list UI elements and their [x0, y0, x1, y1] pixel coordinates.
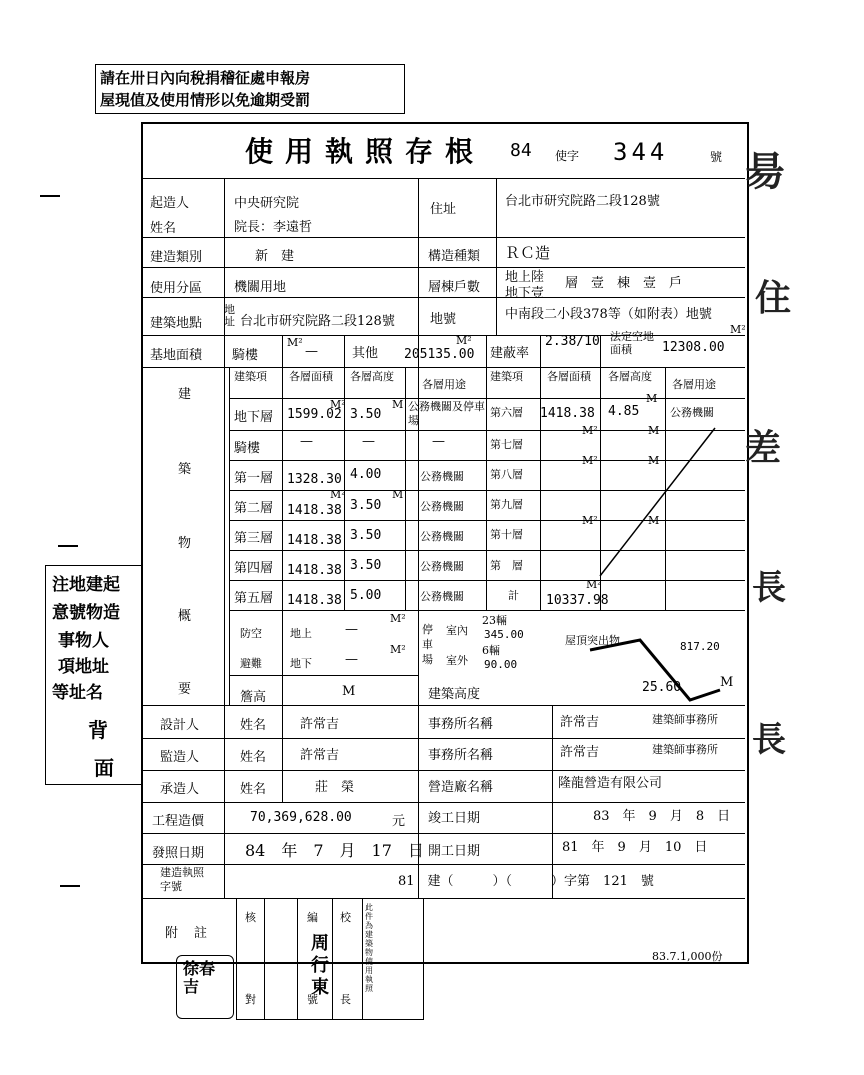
floors-count: 層 壹 棟 壹 戶	[565, 276, 683, 291]
unit-m2: M²	[586, 578, 602, 591]
floor-name: 第一層	[234, 471, 274, 486]
contractor-firm-label: 營造廠名稱	[428, 780, 494, 795]
col-head-use-r: 各層用途	[672, 378, 716, 391]
floor-height: —	[362, 434, 375, 449]
floor-area: 1418.38	[287, 533, 342, 548]
lot-value: 中南段二小段378等（如附表）地號	[505, 307, 712, 322]
bldg-height-label: 建築高度	[428, 687, 481, 702]
license-suffix: 號	[710, 150, 723, 164]
floor-name-right-5: 第 層	[490, 559, 523, 572]
floor-use: 公務機關	[420, 530, 464, 543]
arcade-unit: M²	[287, 336, 303, 349]
cost-value: 70,369,628.00	[250, 810, 352, 825]
site-area-label: 基地面積	[150, 348, 203, 363]
parking-outdoor-label: 室外	[446, 654, 468, 667]
floors-below: 地下壹	[505, 286, 545, 301]
floor-area: 1418.38	[287, 593, 342, 608]
supervisor-name-label: 姓名	[240, 750, 267, 765]
floor-use: 公務機關	[670, 406, 714, 419]
address-label: 住址	[430, 202, 457, 217]
other-value: 205135.00	[404, 347, 475, 362]
license-word: 使字	[555, 149, 580, 163]
designer-office: 許常吉	[560, 715, 600, 730]
legal-open-unit: M²	[730, 323, 746, 336]
unit-m: M	[392, 398, 404, 411]
side-note-line-2: 意號物造	[52, 603, 120, 623]
stamp-char-4: 號	[307, 993, 318, 1006]
floor-use: —	[432, 434, 445, 449]
floor-name: 第二層	[234, 501, 274, 516]
designer-office-suffix: 建築師事務所	[652, 713, 718, 726]
designer-role: 設計人	[160, 718, 200, 733]
build-type-label: 建造類別	[150, 250, 203, 265]
shelter-below-value: —	[345, 652, 358, 667]
stamp-char-6: 長	[340, 993, 351, 1006]
other-unit: M²	[456, 334, 472, 347]
side-note-back: 背	[88, 718, 108, 742]
license-number: 344	[613, 138, 669, 166]
parking-label: 停車場	[422, 623, 433, 666]
shelter-below: 地下	[290, 657, 312, 670]
floor-name-right-3: 第九層	[490, 498, 523, 511]
side-char-3: 物	[178, 536, 192, 551]
floor-use: 公務機關	[420, 560, 464, 573]
unit-m2: M²	[330, 488, 346, 501]
header-note-line2: 屋現值及使用情形以免逾期受罰	[100, 91, 311, 109]
contractor-firm: 隆龍營造有限公司	[558, 776, 663, 791]
zone-value: 機關用地	[234, 280, 287, 295]
col-head-height-r: 各層高度	[608, 370, 652, 383]
completion-date: 83 年 9 月 8 日	[593, 809, 731, 824]
struct-label: 構造種類	[428, 249, 481, 264]
designer-name-label: 姓名	[240, 718, 267, 733]
supervisor-office-label: 事務所名稱	[428, 748, 494, 763]
floor-name: 第三層	[234, 531, 274, 546]
lot-label: 地號	[430, 312, 457, 327]
contractor-name-label: 姓名	[240, 782, 267, 797]
builder-rep: 院長：李遠哲	[234, 220, 313, 235]
coverage-label: 建蔽率	[490, 346, 530, 361]
other-label: 其他	[352, 346, 379, 361]
parking-outdoor-count: 6輛	[482, 644, 500, 657]
designer-office-label: 事務所名稱	[428, 717, 494, 732]
legal-open-value: 12308.00	[662, 340, 725, 355]
col-head-item-r: 建築項	[490, 370, 523, 383]
parking-indoor-area: 345.00	[484, 628, 524, 641]
floor-height: 5.00	[350, 588, 382, 603]
side-note-line-1: 注地建起	[52, 575, 120, 595]
completion-label: 竣工日期	[428, 811, 481, 826]
arcade-label: 騎樓	[232, 348, 259, 363]
eave-value: M	[342, 684, 356, 699]
site-address: 台北市研究院路二段128號	[240, 314, 395, 329]
floor-name: 第四層	[234, 561, 274, 576]
license-year: 84	[510, 140, 532, 161]
floor-name: 第六層	[490, 406, 523, 419]
floor-area: 1418.38	[287, 563, 342, 578]
shelter-label-2: 避難	[240, 657, 262, 670]
floor-name: 第五層	[234, 591, 274, 606]
col-head-item-l: 建築項	[234, 370, 267, 383]
supervisor-office: 許常吉	[560, 745, 600, 760]
coverage-value: 2.38/10	[545, 334, 600, 349]
unit-m2: M²	[582, 514, 598, 527]
floor-use: 公務機關	[420, 590, 464, 603]
legal-open-label: 法定空地面積	[610, 330, 654, 356]
unit-m2: M²	[390, 643, 406, 656]
parking-outdoor-area: 90.00	[484, 658, 518, 671]
page-title: 使用執照存根	[245, 135, 486, 168]
start-label: 開工日期	[428, 844, 481, 859]
permit-label: 建造執照字號	[160, 866, 204, 893]
issue-date: 84 年 7 月 17 日	[245, 841, 424, 860]
floor-height: 4.85	[608, 404, 640, 419]
floor-area: 1418.38	[540, 406, 595, 421]
shelter-above: 地上	[290, 627, 312, 640]
floor-name-right-2: 第八層	[490, 468, 523, 481]
side-note-line-4: 項地址	[58, 657, 109, 677]
side-note-line-3: 事物人	[58, 631, 109, 651]
builder-label: 起造人	[150, 196, 190, 211]
floor-name-right-1: 第七層	[490, 438, 523, 451]
floor-use: 公務機關	[420, 500, 464, 513]
floor-area: 1328.30	[287, 472, 342, 487]
unit-m: M	[648, 514, 660, 527]
floor-area: 1418.38	[287, 503, 342, 518]
struct-value: ＲＣ造	[505, 244, 551, 262]
header-note-line1: 請在卅日內向稅捐稽征處申報房	[100, 69, 311, 87]
stamp-char-5: 校	[340, 911, 351, 924]
stamp-char-2: 對	[245, 993, 256, 1006]
unit-m: M	[392, 488, 404, 501]
floor-use: 公務機關及停車場	[408, 400, 485, 427]
site-label: 建築地點	[150, 316, 203, 331]
builder-name: 中央研究院	[234, 196, 300, 211]
stamp-tiny-note: 此件為建築物使用執照	[365, 903, 373, 993]
shelter-above-value: —	[345, 622, 358, 637]
bldg-height-unit: M	[720, 675, 734, 690]
bottom-seal-text: 徐春吉	[183, 959, 216, 996]
side-char-4: 概	[178, 609, 192, 624]
floor-height: 3.50	[350, 407, 382, 422]
floor-height: 3.50	[350, 498, 382, 513]
zone-label: 使用分區	[150, 281, 203, 296]
unit-m2: M²	[582, 424, 598, 437]
floor-name-right-4: 第十層	[490, 528, 523, 541]
parking-indoor-count: 23輛	[482, 614, 507, 627]
stamp-char-3: 編	[307, 911, 318, 924]
builder-address: 台北市研究院路二段128號	[505, 194, 660, 209]
supervisor-office-suffix: 建築師事務所	[652, 743, 718, 756]
site-sub-label: 地址	[224, 303, 235, 328]
eave-label: 簷高	[240, 690, 267, 705]
floors-above: 地上陸	[505, 270, 545, 285]
floor-name: 地下層	[234, 410, 274, 425]
side-note-face: 面	[94, 756, 114, 780]
contractor-role: 承造人	[160, 782, 200, 797]
col-head-height-l: 各層高度	[350, 370, 394, 383]
floor-height: 3.50	[350, 558, 382, 573]
contractor-name: 莊 榮	[315, 780, 355, 795]
remarks-label: 附註	[165, 926, 224, 941]
floor-height: 4.00	[350, 467, 382, 482]
cost-unit: 元	[392, 814, 406, 829]
roof-value: 817.20	[680, 640, 720, 653]
unit-m2: M²	[390, 612, 406, 625]
designer-name: 許常吉	[300, 717, 340, 732]
unit-m: M	[648, 424, 660, 437]
supervisor-role: 監造人	[160, 750, 200, 765]
floor-area: —	[300, 434, 313, 449]
issue-label: 發照日期	[152, 846, 205, 861]
floor-name-right-6: 計	[508, 589, 519, 602]
bleed-mark: 長	[752, 720, 786, 760]
side-note-line-5: 等址名	[52, 683, 103, 703]
stamp-char-1: 核	[245, 911, 256, 924]
unit-m2: M²	[330, 398, 346, 411]
floor-area: 1599.02	[287, 407, 342, 422]
seal-name: 周行東	[311, 933, 329, 998]
builder-name-label: 姓名	[150, 221, 177, 236]
col-head-use-l: 各層用途	[422, 378, 466, 391]
floor-use: 公務機關	[420, 470, 464, 483]
build-type: 新 建	[255, 249, 295, 264]
supervisor-name: 許常吉	[300, 748, 340, 763]
bleed-mark: 差	[745, 427, 782, 469]
cost-label: 工程造價	[152, 814, 205, 829]
side-char-5: 要	[178, 682, 192, 697]
shelter-label-1: 防空	[240, 627, 262, 640]
bleed-mark: 昜	[745, 148, 785, 195]
floors-count-label: 層棟戶數	[428, 280, 481, 295]
start-date: 81 年 9 月 10 日	[562, 840, 708, 855]
col-head-area-r: 各層面積	[547, 370, 591, 383]
unit-m2: M²	[582, 454, 598, 467]
bleed-mark: 長	[752, 568, 786, 608]
parking-indoor-label: 室內	[446, 624, 468, 637]
unit-m: M	[646, 392, 658, 405]
arcade-value: —	[305, 344, 318, 359]
footer-print-count: 83.7.1,000份	[652, 950, 723, 963]
permit-number: 81 建（ ）（ ）字第 121 號	[398, 874, 654, 889]
bleed-mark: 住	[755, 277, 792, 319]
floor-name: 騎樓	[234, 441, 261, 456]
bldg-height-value: 25.60	[642, 680, 682, 695]
roof-label: 屋頂突出物	[565, 634, 620, 647]
side-char-1: 建	[178, 387, 192, 402]
unit-m: M	[648, 454, 660, 467]
side-char-2: 築	[178, 462, 192, 477]
col-head-area-l: 各層面積	[289, 370, 333, 383]
floor-height: 3.50	[350, 528, 382, 543]
floor-total-area: 10337.98	[546, 593, 609, 608]
